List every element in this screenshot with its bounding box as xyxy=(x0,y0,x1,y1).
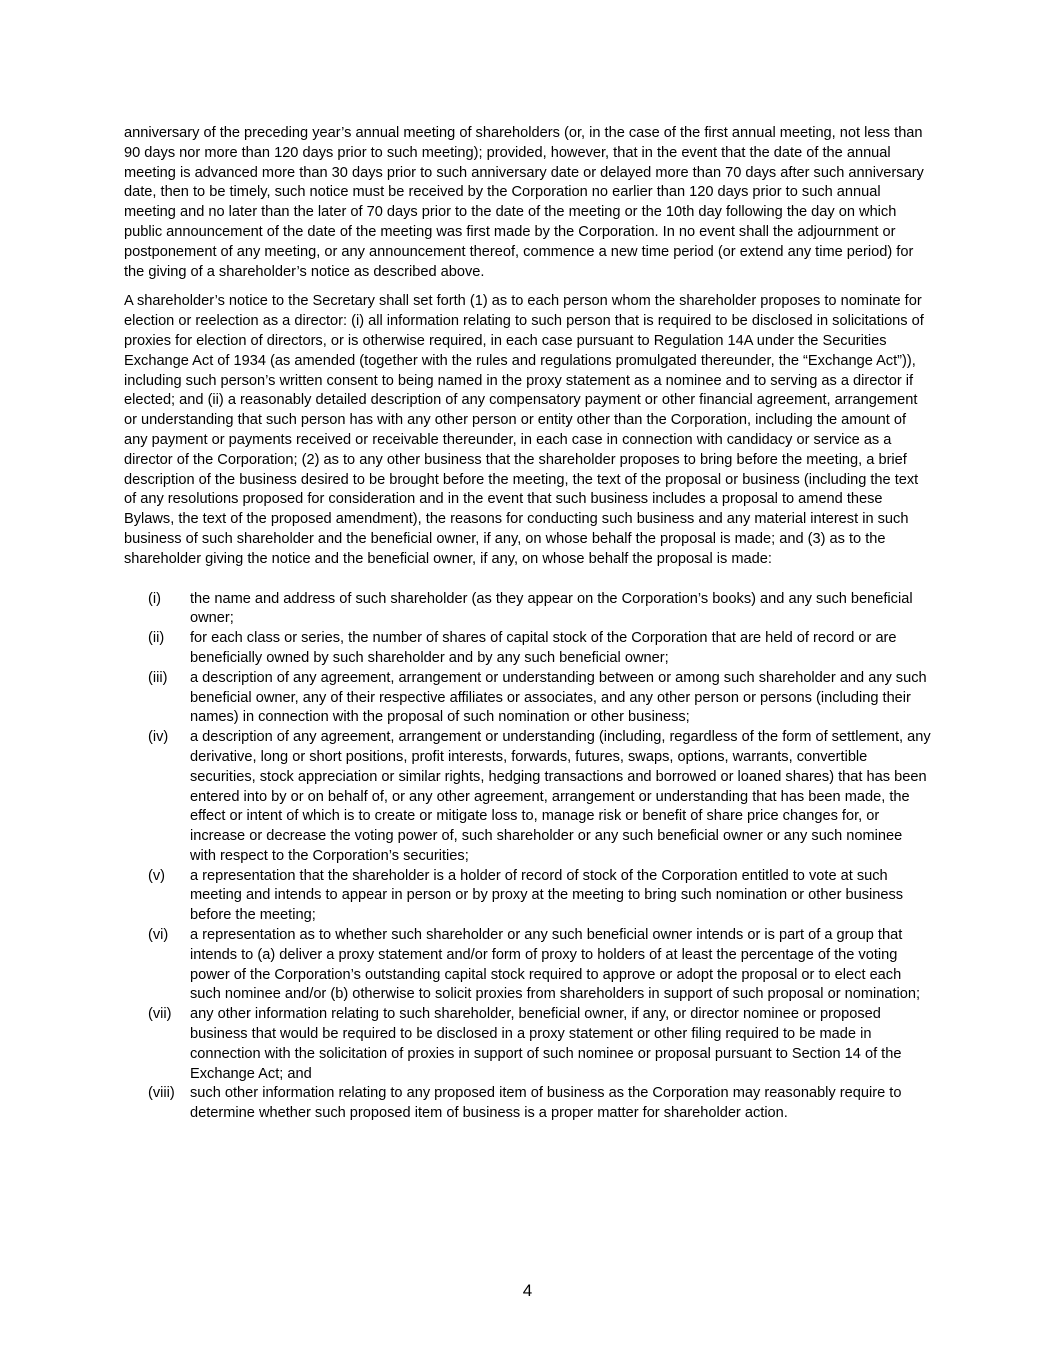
list-item-number: (i) xyxy=(148,590,161,607)
document-body xyxy=(124,124,932,1124)
list-item-text: such other information relating to any proposed item of business as the Corporation may reasonably require to determine whether such proposed item of business is a proper matter for shareholder action. xyxy=(190,1085,902,1122)
page-number: 4 xyxy=(522,1281,533,1300)
list-item xyxy=(124,1005,932,1084)
list-item-text: the name and address of such shareholder (as they appear on the Corporation’s books) and any such beneficial owner; xyxy=(190,590,913,627)
list-item-text: a description of any agreement, arrangement or understanding (including, regardless of the form of settlement, any derivative, long or short positions, profit interests, forwards, futures, swaps, options, warrants, convertible securities, stock appreciation or similar rights, hedging transactions and borrowed or loaned shares) that has been entered into by or on behalf of, or any other agreement, arrangement or understanding that has been made, the effect or intent of which is to create or mitigate loss to, manage risk or benefit of share price changes for, or increase or decrease the voting power of, such shareholder or any such beneficial owner or any such nominee with respect to the Corporation’s securities; xyxy=(190,729,931,864)
requirements-list xyxy=(124,590,932,1125)
list-item-number: (vii) xyxy=(148,1006,172,1023)
list-item-number: (iv) xyxy=(148,729,169,746)
list-item-number: (ii) xyxy=(148,630,165,647)
list-item-number: (viii) xyxy=(148,1085,175,1102)
list-item xyxy=(124,1084,932,1124)
list-item xyxy=(124,926,932,1005)
list-item xyxy=(124,867,932,926)
list-item-number: (vi) xyxy=(148,927,169,944)
list-item xyxy=(124,629,932,669)
list-item-text: any other information relating to such shareholder, beneficial owner, if any, or director nominee or proposed business that would be required to be disclosed in a proxy statement or other filing required to be made in connection with the solicitation of proxies in support of such nominee or proposal pursuant to Section 14 of the Exchange Act; and xyxy=(190,1006,902,1082)
list-item xyxy=(124,590,932,630)
list-item-text: for each class or series, the number of shares of capital stock of the Corporation that are held of record or are beneficially owned by such shareholder and by any such beneficial owner; xyxy=(190,630,897,666)
list-item-text: a representation that the shareholder is a holder of record of stock of the Corporation entitled to vote at such meeting and intends to appear in person or by proxy at the meeting to bring such nomination or other business before the meeting; xyxy=(190,867,904,924)
list-item xyxy=(124,669,932,728)
list-item-text: a description of any agreement, arrangement or understanding between or among such shareholder and any such beneficial owner, any of their respective affiliates or associates, and any other person or persons (including their names) in connection with the proposal of such nomination or other business; xyxy=(190,669,927,726)
paragraph-notice-contents: A shareholder’s notice to the Secretary shall set forth (1) as to each person whom the shareholder proposes to nominate for election or reelection as a director: (i) all information relating to such person that is required to be disclosed in solicitations of proxies for election of directors, or is otherwise required, in each case pursuant to Regulation 14A under the Securities Exchange Act of 1934 (as amended (together with the rules and regulations promulgated thereunder, the “Exchange Act”)), including such person’s written consent to being named in the proxy statement as a nominee and to serving as a director if elected; and (ii) a reasonably detailed description of any compensatory payment or other financial agreement, arrangement or understanding that such person has with any other person or entity other than the Corporation, including the amount of any payment or payments received or receivable thereunder, in each case in connection with candidacy or service as a director of the Corporation; (2) as to any other business that the shareholder proposes to bring before the meeting, a brief description of the business desired to be brought before the meeting, the text of the proposal or business (including the text of any resolutions proposed for consideration and in the event that such business includes a proposal to amend these Bylaws, the text of the proposed amendment), the reasons for conducting such business and any material interest in such business of such shareholder and the beneficial owner, if any, on whose behalf the proposal is made; and (3) as to the shareholder giving the notice and the beneficial owner, if any, on whose behalf the proposal is made: xyxy=(124,293,924,567)
paragraph-notice-timing: anniversary of the preceding year’s annual meeting of shareholders (or, in the case of the first annual meeting, not less than 90 days nor more than 120 days prior to such meeting); provided, however, that in the event that the date of the annual meeting is advanced more than 30 days prior to such anniversary date or delayed more than 70 days after such anniversary date, then to be timely, such notice must be received by the Corporation no earlier than 120 days prior to such annual meeting and no later than the later of 70 days prior to the date of the meeting or the 10th day following the day on which public announcement of the date of the meeting was first made by the Corporation. In no event shall the adjournment or postponement of any meeting, or any announcement thereof, commence a new time period (or extend any time period) for the giving of a shareholder’s notice as described above. xyxy=(124,125,924,280)
list-item-number: (v) xyxy=(148,867,166,884)
list-item-number: (iii) xyxy=(148,669,168,686)
list-item-text: a representation as to whether such shareholder or any such beneficial owner intends or is part of a group that intends to (a) deliver a proxy statement and/or form of proxy to holders of at least the percentage of the voting power of the Corporation’s outstanding capital stock required to approve or adopt the proposal or to elect each such nominee and/or (b) otherwise to solicit proxies from shareholders in support of such proposal or nomination; xyxy=(190,927,921,1003)
list-item xyxy=(124,728,932,867)
